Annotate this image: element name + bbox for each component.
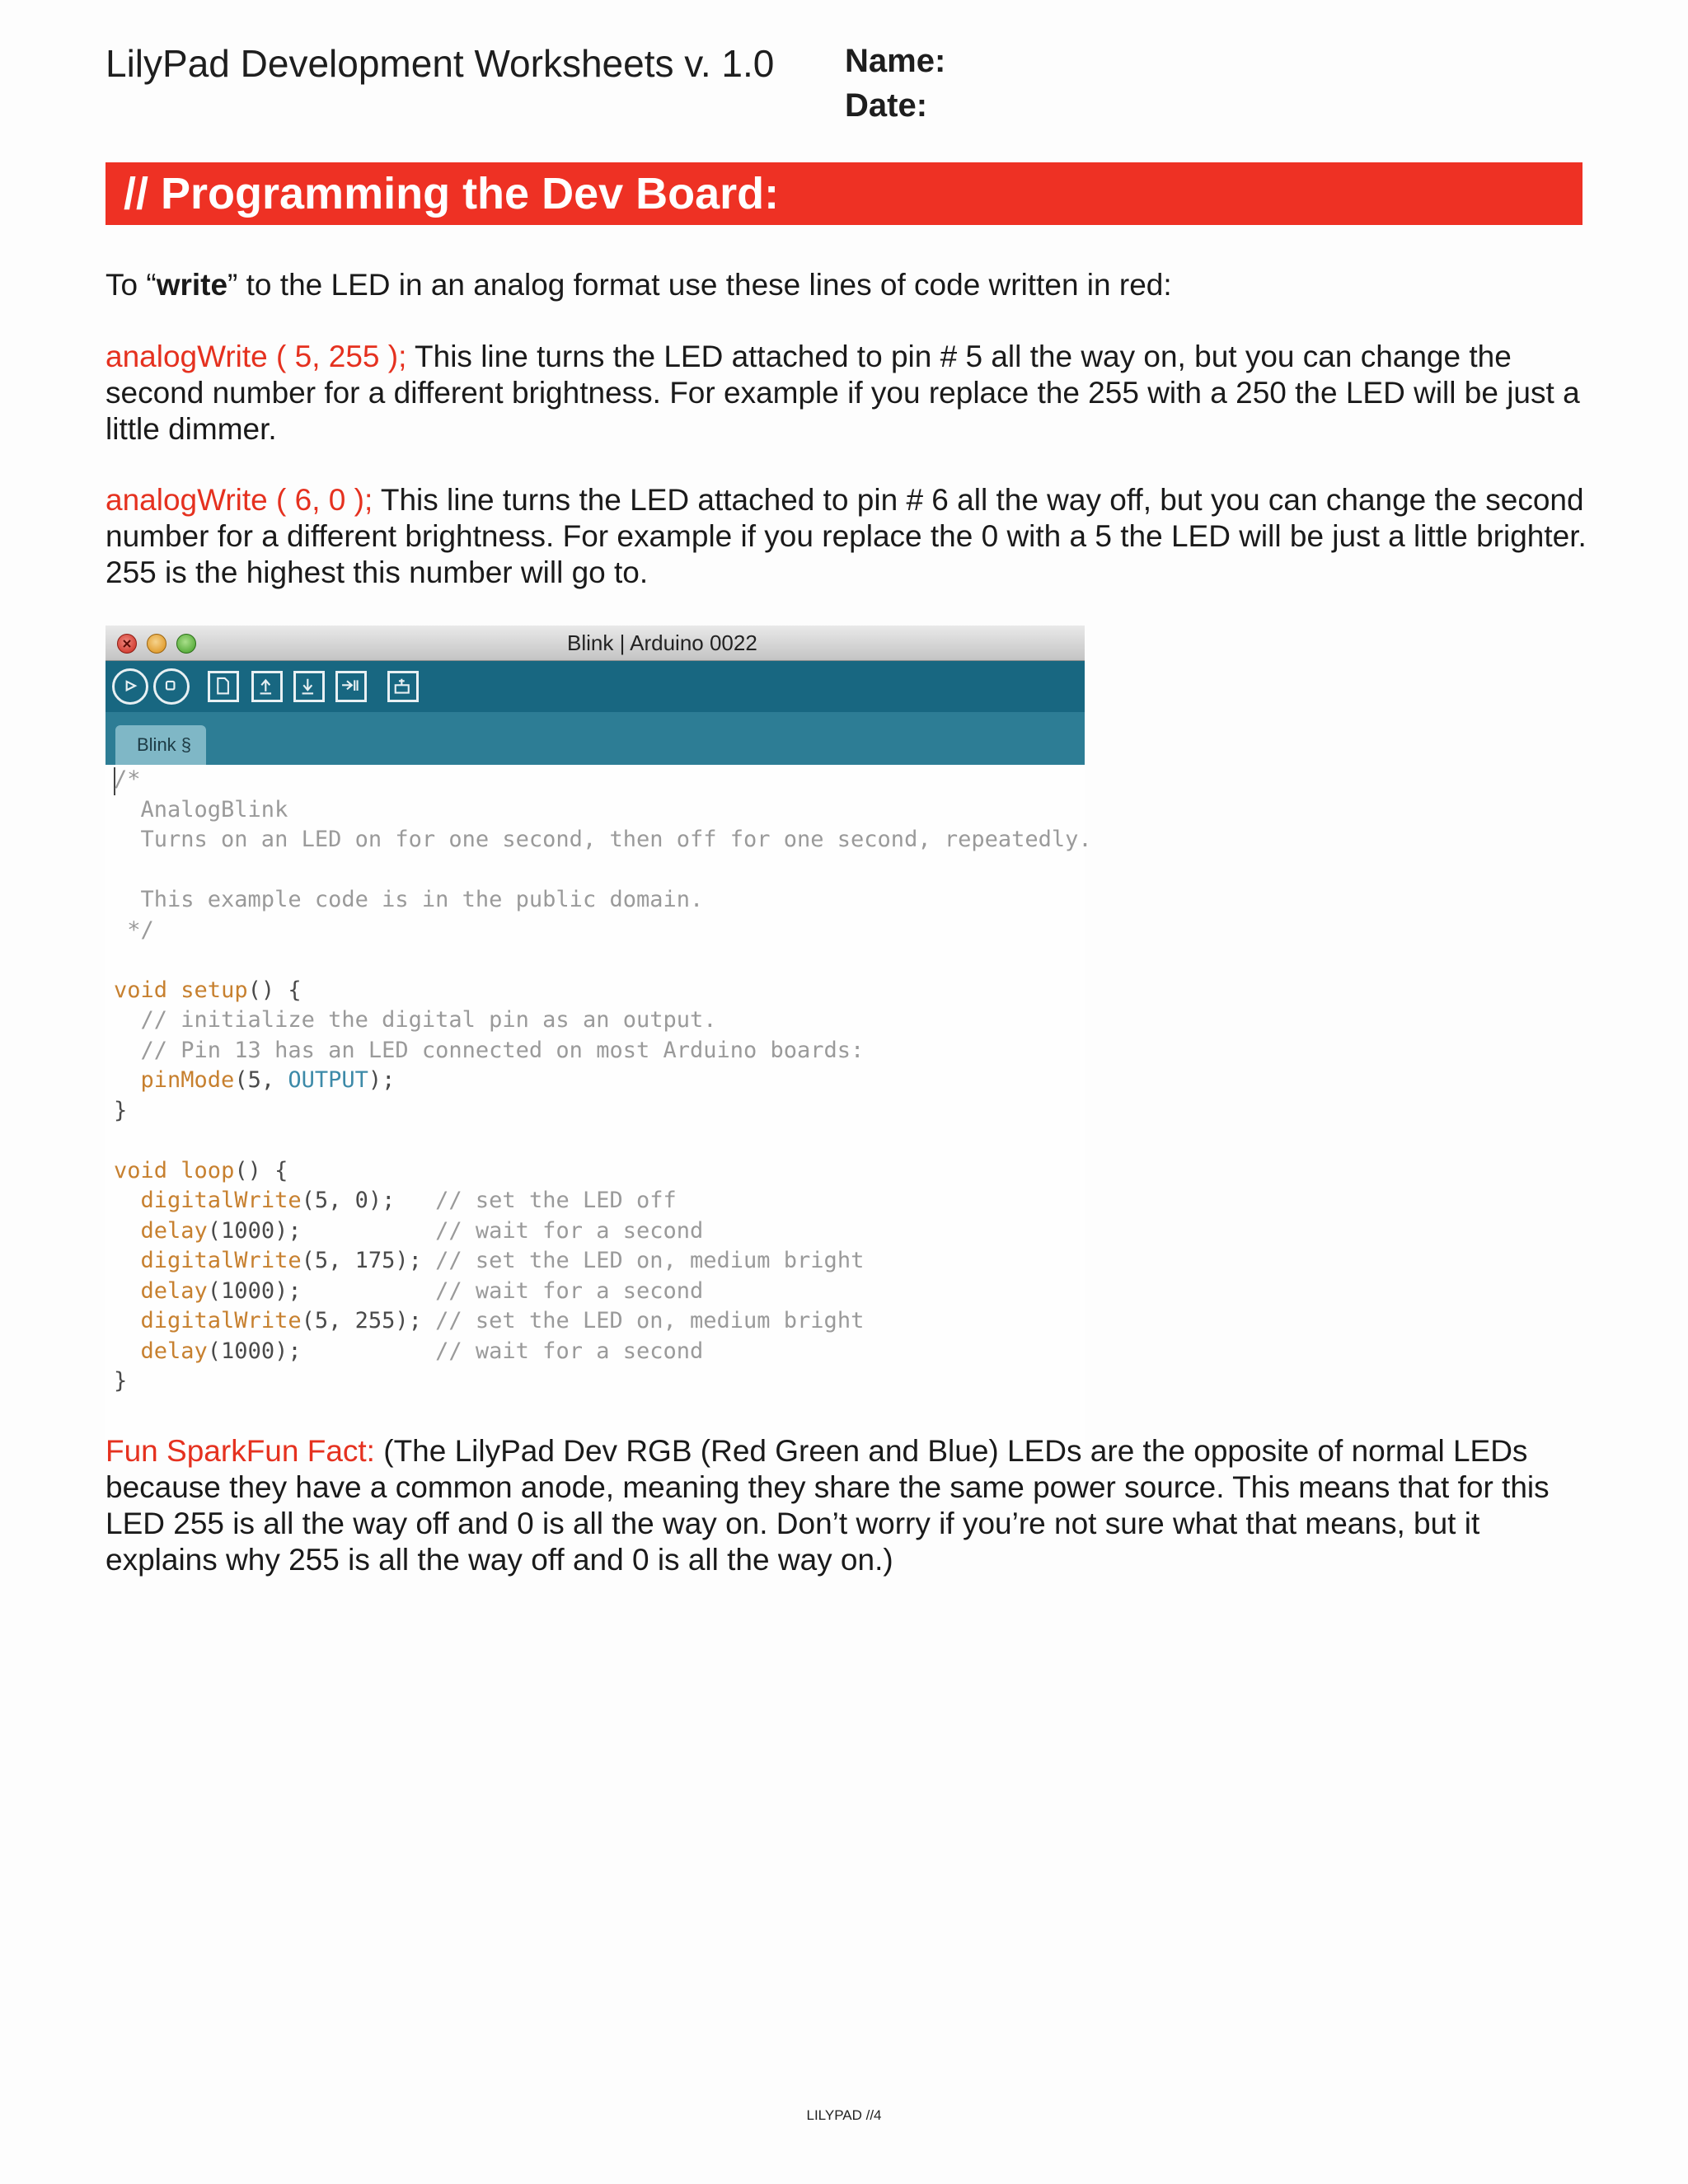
new-icon [210,673,237,700]
code-keyword: void [114,977,168,1003]
code-note-text: This line turns the LED attached to pin # 5 all the way on, but you can change the second number for a different brightness. For example if you replace the 255 with a 250 the LED will be just a little dimmer. [106,340,1580,446]
code-comment: // set the LED on, medium bright [435,1308,865,1333]
intro-before: To “ [106,268,157,302]
upload-icon [338,673,364,700]
code-function: delay [140,1217,208,1244]
code-text: (1000); [207,1277,436,1304]
code-comment: // wait for a second [435,1277,704,1304]
code-comment: AnalogBlink [114,796,288,823]
fun-fact-paragraph [106,1433,1589,1578]
name-label: Name: [845,43,946,79]
verify-icon [115,671,146,702]
code-keyword: void [114,1157,168,1183]
intro-paragraph [106,267,1589,303]
code-text: () { [234,1157,288,1183]
code-text: } [114,1097,128,1123]
code-function: loop [181,1157,235,1183]
upload-button[interactable] [335,671,367,702]
code-text: () { [247,977,302,1003]
serial-monitor-button[interactable] [387,671,419,702]
code-text: (5, 0); [301,1188,436,1213]
code-text: ); [368,1067,396,1093]
code-note-text: This line turns the LED attached to pin # 6 all the way off, but you can change the second number for a different brightness. For example if you replace the 0 with a 5 the LED will be just a little brighter. 255 is the highest this number will go to. [106,483,1587,589]
stop-icon [156,671,187,702]
section-banner: // Programming the Dev Board: [106,162,1582,225]
code-editor[interactable] [114,765,1092,1397]
arduino-ide-screenshot [106,626,1092,1455]
intro-after: ” to the LED in an analog format use these lines of code written in red: [227,268,1172,302]
code-comment: // set the LED on, medium bright [435,1248,865,1273]
code-comment: // wait for a second [435,1217,704,1244]
code-snippet: analogWrite ( 6, 0 ); [106,483,373,517]
code-comment: // set the LED off [435,1188,677,1213]
code-comment: */ [114,916,154,943]
code-note-1 [106,339,1589,448]
code-function: delay [140,1277,208,1304]
code-function: digitalWrite [140,1188,302,1213]
code-comment: /* [114,766,141,792]
ide-titlebar [106,626,1085,661]
code-comment: Turns on an LED on for one second, then off for one second, repeatedly. [114,827,1092,852]
code-function: setup [181,977,248,1003]
code-text: (5, [234,1067,288,1093]
stop-button[interactable] [153,668,190,705]
code-text: (1000); [207,1217,436,1244]
code-function: digitalWrite [140,1248,302,1273]
page-footer: LILYPAD //4 [806,2107,882,2123]
code-text: (5, 255); [301,1308,436,1333]
save-button[interactable] [293,671,325,702]
code-text: } [114,1368,128,1394]
code-function: delay [140,1338,208,1364]
intro-bold: write [156,268,228,302]
save-icon [296,673,322,700]
tab-blink[interactable]: Blink § [115,725,206,765]
code-comment: // Pin 13 has an LED connected on most Arduino boards: [114,1037,865,1063]
code-text: (1000); [207,1338,436,1364]
ide-tabbar [106,712,1085,765]
code-constant: OUTPUT [288,1067,368,1093]
ide-toolbar [106,661,1085,712]
verify-button[interactable] [112,668,148,705]
code-comment: This example code is in the public domain. [114,887,704,912]
code-function: digitalWrite [140,1308,302,1333]
date-label: Date: [845,87,928,124]
page-title: LilyPad Development Worksheets v. 1.0 [106,42,775,85]
code-note-2 [106,482,1589,591]
fun-fact-label: Fun SparkFun Fact: [106,1434,375,1468]
ide-window-title: Blink | Arduino 0022 [567,630,757,655]
serial-monitor-icon [390,673,416,700]
code-text: (5, 175); [301,1248,436,1273]
code-comment: // initialize the digital pin as an output. [114,1007,717,1033]
code-snippet: analogWrite ( 5, 255 ); [106,340,407,373]
fun-fact-text: (The LilyPad Dev RGB (Red Green and Blue) LEDs are the opposite of normal LEDs because they have a common anode, meaning they share the same power source. This means that for this LED 255 is all the way off and 0 is all the way on. Don’t worry if you’re not sure what that means, but it explains why 255 is all the way off and 0 is all the way on.) [106,1434,1550,1577]
code-comment: // wait for a second [435,1338,704,1364]
new-button[interactable] [208,671,239,702]
open-button[interactable] [251,671,283,702]
open-icon [254,673,280,700]
code-function: pinMode [140,1067,235,1093]
